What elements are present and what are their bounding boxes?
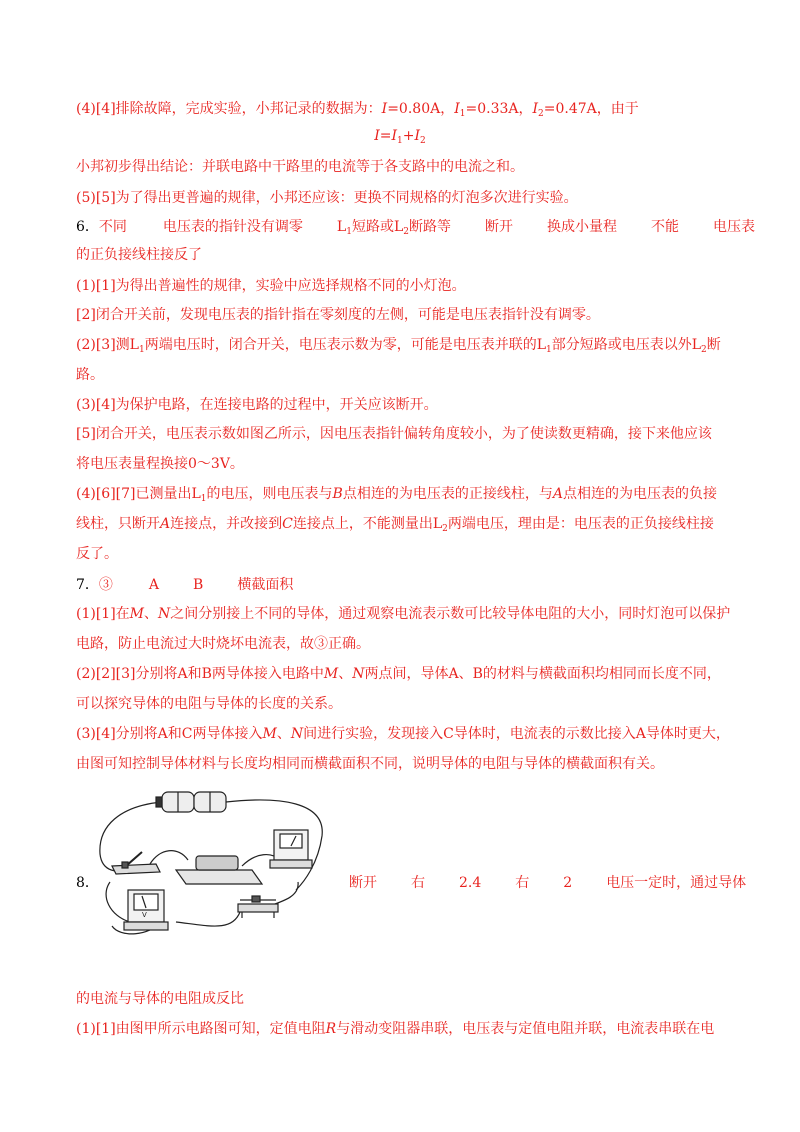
q7-number: 7． (76, 577, 99, 593)
q6-explain6b: 线柱，只断开A连接点，并改接到C连接点上，不能测量出$L_2$两端电压，理由是：电压表的正负接线柱接 (76, 516, 714, 534)
q4-line1: (4)[4]排除故障，完成实验，小邦记录的数据为：I=0.80A，$I_1=0.33A$，$I_2=0.47A$，由于 (76, 101, 639, 119)
q8-number: 8． (76, 875, 99, 891)
q6-explain6: (4)[6][7]已测量出$L_1$的电压，则电压表与B点相连的为电压表的正接线柱，与A点相连的为电压表的负接 (76, 486, 717, 504)
q6-explain3: (2)[3]测$L_1$两端电压时，闭合开关，电压表示数为零，可能是电压表并联的$L_1$部分短路或电压表以外$L_2$断 (76, 337, 721, 355)
q7-explain1b: 电路，防止电流过大时烧坏电流表，故③正确。 (76, 636, 370, 652)
ammeter-icon (270, 830, 312, 868)
q7-explain3: (3)[4]分别将A和C两导体接入M、N间进行实验，发现接入C导体时，电流表的示数比接入A导体时更大， (76, 726, 730, 742)
q4-line3: (5)[5]为了得出更普遍的规律，小邦还应该：更换不同规格的灯泡多次进行实验。 (76, 190, 578, 206)
voltmeter-symbol: V (142, 911, 147, 919)
q6-explain6c: 反了。 (76, 546, 118, 562)
q6-explain5: [5]闭合开关，电压表示数如图乙所示，因电压表指针偏转角度较小，为了使读数更精确，接下来他应该 (76, 426, 712, 442)
q8-answer-line: 断开 右 2.4 右 2 电压一定时，通过导体 (349, 875, 747, 891)
q7-explain3b: 由图可知控制导体材料与长度均相同而横截面积不同，说明导体的电阻与导体的横截面积有关。 (76, 756, 664, 772)
battery-icon (156, 792, 226, 812)
circuit-diagram (90, 786, 340, 956)
q6-explain1: (1)[1]为得出普遍性的规律，实验中应选择规格不同的小灯泡。 (76, 278, 466, 294)
q6-explain4: (3)[4]为保护电路，在连接电路的过程中，开关应该断开。 (76, 397, 438, 413)
q8-explain1: (1)[1]由图甲所示电路图可知，定值电阻R与滑动变阻器串联，电压表与定值电阻并联，电流表串联在电 (76, 1021, 715, 1037)
q6-explain5b: 将电压表量程换接0～3V。 (76, 456, 244, 472)
q4-formula: $I=I_1+I_2$ (374, 128, 426, 146)
q4-line2: 小邦初步得出结论：并联电路中干路里的电流等于各支路中的电流之和。 (76, 159, 524, 175)
q8-answer-line2: 的电流与导体的电阻成反比 (76, 991, 244, 1007)
q7-explain2: (2)[2][3]分别将A和B两导体接入电路中M、N两点间，导体A、B的材料与横截面积均相同而长度不同， (76, 666, 721, 682)
q7-explain1: (1)[1]在M、N之间分别接上不同的导体，通过观察电流表示数可比较导体电阻的大小，同时灯泡可以保护 (76, 606, 731, 622)
q6-explain3b: 路。 (76, 367, 104, 383)
q7-explain2b: 可以探究导体的电阻与导体的长度的关系。 (76, 696, 342, 712)
q8-number-line (76, 874, 99, 892)
q6-number: 6． (76, 219, 99, 235)
q6-answer-line: 6．不同 电压表的指针没有调零 $L_1$短路或$L_2$断路等 断开 换成小量程 不能 电压表 (76, 219, 755, 237)
switch-icon (112, 852, 160, 874)
q6-explain2: [2]闭合开关前，发现电压表的指针指在零刻度的左侧，可能是电压表指针没有调零。 (76, 307, 600, 323)
q7-answer-line: 7．③ A B 横截面积 (76, 577, 294, 593)
rheostat-icon (238, 896, 278, 918)
q6-answer-line2: 的正负接线柱接反了 (76, 247, 202, 263)
voltmeter-icon (124, 890, 168, 930)
